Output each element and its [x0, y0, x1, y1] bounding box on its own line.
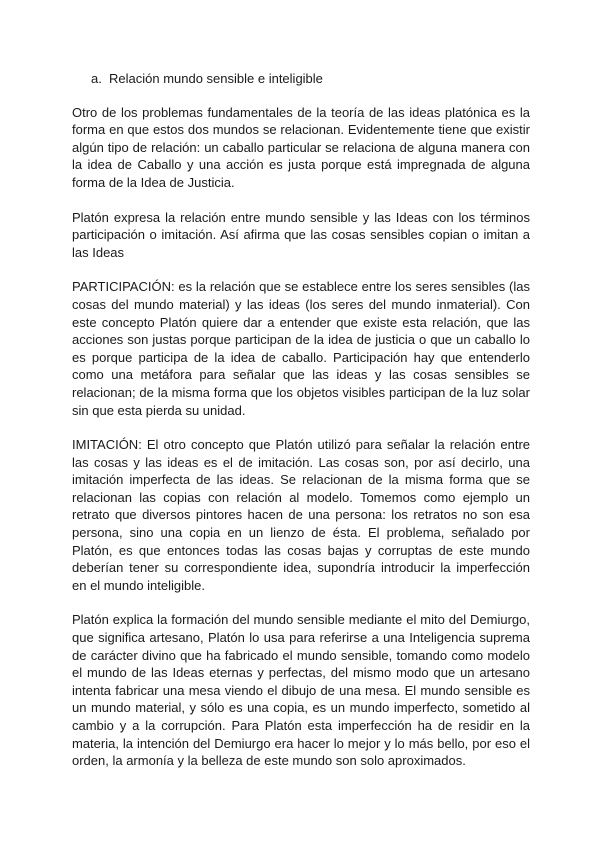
section-title: Relación mundo sensible e inteligible — [109, 71, 323, 86]
document-body — [72, 70, 530, 787]
section-heading — [72, 70, 530, 88]
paragraph-participation-imitation: Platón expresa la relación entre mundo sensible y las Ideas con los términos participación o imitación. Así afirma que las cosas sensibles copian o imitan a las Ideas — [72, 209, 530, 260]
paragraph-demiurgo: Platón explica la formación del mundo sensible mediante el mito del Demiurgo, que significa artesano, Platón lo usa para referirse a una Inteligencia suprema de carácter divino que ha fabricado el mundo sensible, tomando como modelo el mundo de las Ideas eternas y perfectas, del mismo modo que un artesano intenta fabricar una mesa viendo el dibujo de una mesa. El mundo sensible es un mundo material, y sólo es una copia, es un mundo imperfecto, sometido al cambio y a la corrupción. Para Platón esta imperfección ha de residir en la materia, la intención del Demiurgo era hacer lo mejor y lo más bello, por eso el orden, la armonía y la belleza de este mundo son solo aproximados. — [72, 612, 530, 769]
paragraph-intro: Otro de los problemas fundamentales de la teoría de las ideas platónica es la forma en que estos dos mundos se relacionan. Evidentemente tiene que existir algún tipo de relación: un caballo particular se relaciona de alguna manera con la idea de Caballo y una acción es justa porque está impregnada de alguna forma de la Idea de Justicia. — [72, 104, 530, 190]
paragraph-participacion: PARTICIPACIÓN: es la relación que se establece entre los seres sensibles (las cosas del mundo material) y las ideas (los seres del mundo inmaterial). Con este concepto Platón quiere dar a entender que existe esta relación, que las acciones son justas porque participan de la idea de justicia o que un caballo lo es porque participa de la idea de caballo. Participación hay que entenderlo como una metáfora para señalar que las ideas y las cosas sensibles se relacionan; de la misma forma que los objetos visibles participan de la luz solar sin que esta pierda su unidad. — [72, 279, 530, 418]
list-marker: a. — [91, 71, 102, 86]
paragraph-imitacion: IMITACIÓN: El otro concepto que Platón utilizó para señalar la relación entre las cosas y las ideas es el de imitación. Las cosas son, por así decirlo, una imitación imperfecta de las ideas. Se relacionan de la misma forma que se relacionan las copias con relación al modelo. Tomemos como ejemplo un retrato que diversos pintores hacen de una persona: los retratos no son esa persona, sino una copia en un lienzo de ésta. El problema, señalado por Platón, es que entonces todas las cosas bajas y corruptas de este mundo deberían tener su correspondiente idea, supondría introducir la imperfección en el mundo inteligible. — [72, 437, 530, 593]
